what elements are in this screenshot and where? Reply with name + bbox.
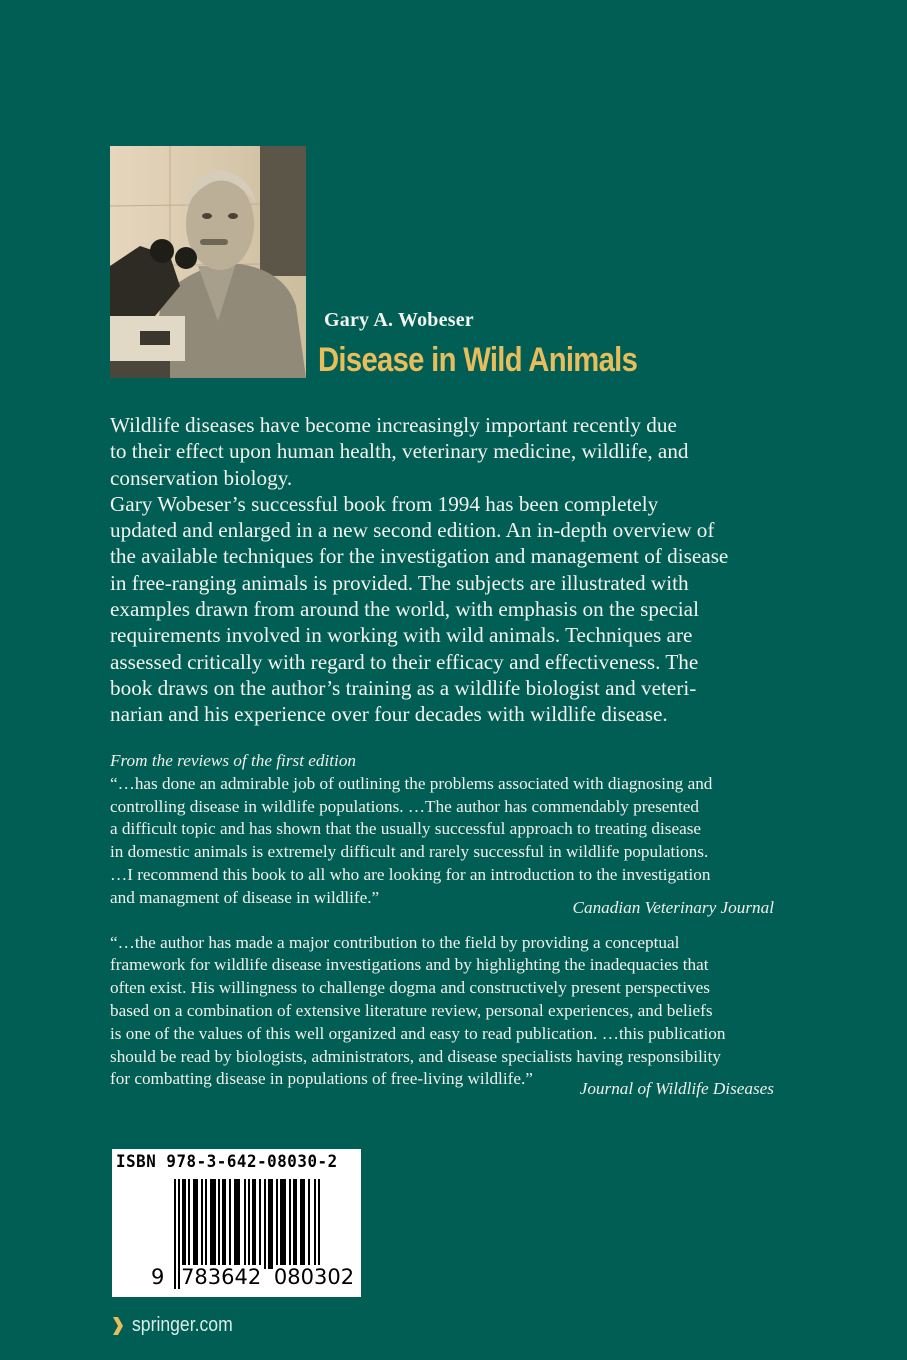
text-line: Wildlife diseases have become increasingly important recently due <box>110 413 677 437</box>
isbn-label: ISBN 978-3-642-08030-2 <box>116 1152 338 1172</box>
text-line: in free-ranging animals is provided. The subjects are illustrated with <box>110 570 689 595</box>
author-name: Gary A. Wobeser <box>324 309 474 331</box>
reviews-heading: From the reviews of the first edition <box>110 751 357 770</box>
review-line: should be read by biologists, administrators, and disease specialists having responsibility <box>110 1046 722 1066</box>
review-line: for combatting disease in populations of free-living wildlife.” <box>110 1069 533 1089</box>
review-line: in domestic animals is extremely difficult and rarely successful in wildlife populations. <box>110 842 709 862</box>
text-line: book draws on the author’s training as a wildlife biologist and veteri- <box>110 675 697 700</box>
review-source: Journal of Wildlife Diseases <box>579 1079 774 1099</box>
review-line: “…has done an admirable job of outlining the problems associated with diagnosing and <box>110 773 713 793</box>
description-paragraph-1 <box>110 412 790 491</box>
review-source: Canadian Veterinary Journal <box>572 897 774 917</box>
text-line: updated and enlarged in a new second edition. An in-depth overview of <box>110 518 715 543</box>
barcode-digit-prefix: 9 <box>151 1265 165 1289</box>
review-line: and managment of disease in wildlife.” <box>110 887 380 907</box>
publisher-link[interactable] <box>112 1314 247 1337</box>
text-line: the available techniques for the investigation and management of disease <box>110 544 729 569</box>
review-line: “…the author has made a major contribution to the field by providing a conceptual <box>110 932 680 952</box>
review-line: framework for wildlife disease investigations and by highlighting the inadequacies that <box>110 955 709 975</box>
author-portrait-image <box>110 146 306 378</box>
description-paragraph-2 <box>110 491 790 728</box>
text-line: to their effect upon human health, veterinary medicine, wildlife, and <box>110 439 689 464</box>
text-line: narian and his experience over four decades with wildlife disease. <box>110 702 668 727</box>
chevron-right-icon <box>112 1316 124 1336</box>
review-line: often exist. His willingness to challenge dogma and constructively present perspectives <box>110 978 710 998</box>
author-photo <box>110 146 306 378</box>
text-line: conservation biology. <box>110 465 293 490</box>
reviews-section <box>110 750 780 1099</box>
review-line: a difficult topic and has shown that the usually successful approach to treating disease <box>110 819 702 839</box>
barcode-digits <box>150 1265 355 1289</box>
text-line: assessed critically with regard to their efficacy and effectiveness. The <box>110 649 699 674</box>
book-title: Disease in Wild Animals <box>318 341 638 379</box>
review-journal-of-wildlife-diseases <box>110 932 780 1099</box>
barcode-digits-right: 080302 <box>273 1265 355 1289</box>
review-line: based on a combination of extensive literature review, personal experiences, and beliefs <box>110 1000 713 1020</box>
text-line: requirements involved in working with wild animals. Techniques are <box>110 623 693 648</box>
isbn-barcode <box>112 1149 361 1297</box>
review-line: …I recommend this book to all who are looking for an introduction to the investigation <box>110 864 711 884</box>
review-line: is one of the values of this well organized and easy to read publication. …this publication <box>110 1023 726 1043</box>
barcode-digits-left: 783642 <box>181 1265 262 1289</box>
publisher-website[interactable]: springer.com <box>132 1314 233 1336</box>
text-line: Gary Wobeser’s successful book from 1994 has been completely <box>110 491 659 516</box>
text-line: examples drawn from around the world, with emphasis on the special <box>110 597 699 622</box>
review-line: controlling disease in wildlife populations. …The author has commendably presented <box>110 796 700 816</box>
book-description <box>110 412 790 728</box>
review-canadian-veterinary-journal <box>110 773 780 917</box>
